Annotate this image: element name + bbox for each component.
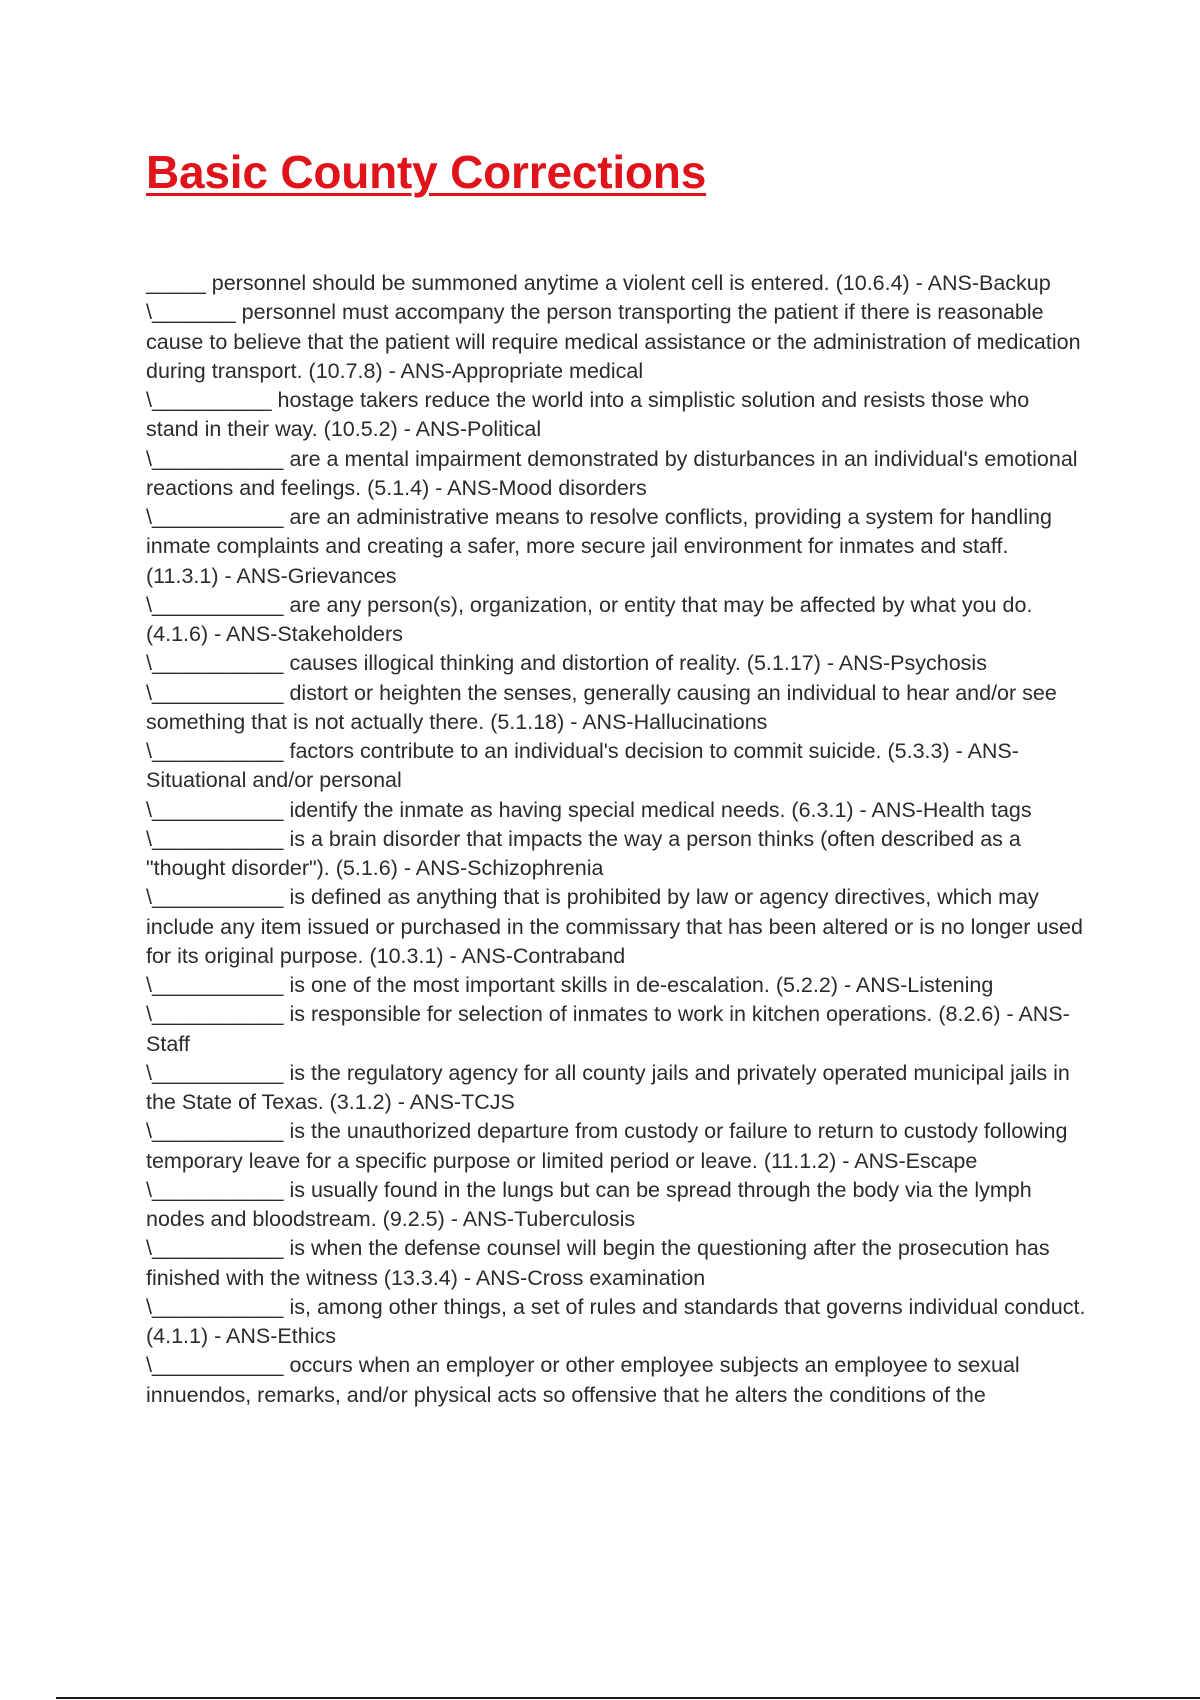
qa-entry: \___________ distort or heighten the senses, generally causing an individual to hear and/or see something that is not actually there. (5.1.18) - ANS-Hallucinations bbox=[146, 680, 1057, 734]
qa-entry: \___________ is the unauthorized departure from custody or failure to return to custody following temporary leave for a specific purpose or limited period or leave. (11.1.2) - ANS-Escape bbox=[146, 1119, 1068, 1173]
qa-entry: \___________ is, among other things, a set of rules and standards that governs individual conduct. (4.1.1) - ANS-Ethics bbox=[146, 1294, 1086, 1348]
qa-entry: \___________ factors contribute to an individual's decision to commit suicide. (5.3.3) - ANS-Situational and/or personal bbox=[146, 739, 1019, 793]
qa-entry: \___________ is usually found in the lungs but can be spread through the body via the lymph nodes and bloodstream. (9.2.5) - ANS-Tuberculosis bbox=[146, 1177, 1032, 1231]
qa-entry: \___________ are an administrative means to resolve conflicts, providing a system for handling inmate complaints and creating a safer, more secure jail environment for inmates and staff. (11.3.1) - ANS-Grievances bbox=[146, 505, 1052, 588]
qa-entry: \___________ are any person(s), organization, or entity that may be affected by what you do. (4.1.6) - ANS-Stakeholders bbox=[146, 592, 1033, 646]
qa-entry: \__________ hostage takers reduce the world into a simplistic solution and resists those who stand in their way. (10.5.2) - ANS-Political bbox=[146, 388, 1030, 442]
qa-entry: \___________ causes illogical thinking and distortion of reality. (5.1.17) - ANS-Psychosis bbox=[146, 651, 987, 676]
qa-entry: \___________ identify the inmate as having special medical needs. (6.3.1) - ANS-Health tags bbox=[146, 797, 1032, 822]
page-bottom-divider bbox=[56, 1697, 1200, 1699]
qa-entry: \___________ is one of the most important skills in de-escalation. (5.2.2) - ANS-Listening bbox=[146, 973, 994, 997]
qa-entry: \___________ is the regulatory agency for all county jails and privately operated municipal jails in the State of Texas. (3.1.2) - ANS-TCJS bbox=[146, 1060, 1070, 1114]
document-title: Basic County Corrections bbox=[146, 146, 707, 198]
qa-list bbox=[146, 269, 1086, 1410]
qa-entry: \___________ are a mental impairment demonstrated by disturbances in an individual's emotional reactions and feelings. (5.1.4) - ANS-Mood disorders bbox=[146, 446, 1078, 500]
qa-entry: \___________ is responsible for selection of inmates to work in kitchen operations. (8.2.6) - ANS-Staff bbox=[146, 1002, 1070, 1056]
qa-entry: \_______ personnel must accompany the person transporting the patient if there is reasonable cause to believe that the patient will require medical assistance or the administration of medication during transport. (10.7.8) - ANS-Appropriate medical bbox=[146, 300, 1081, 383]
qa-entry: \___________ is when the defense counsel will begin the questioning after the prosecution has finished with the witness (13.3.4) - ANS-Cross examination bbox=[146, 1236, 1050, 1290]
qa-entry: \___________ occurs when an employer or other employee subjects an employee to sexual innuendos, remarks, and/or physical acts so offensive that he alters the conditions of the bbox=[146, 1353, 1020, 1407]
qa-entry: _____ personnel should be summoned anytime a violent cell is entered. (10.6.4) - ANS-Backup bbox=[146, 271, 1051, 295]
qa-entry: \___________ is defined as anything that is prohibited by law or agency directives, which may include any item issued or purchased in the commissary that has been altered or is no longer used for its original purpose. (10.3.1) - ANS-Contraband bbox=[146, 885, 1083, 968]
qa-entry: \___________ is a brain disorder that impacts the way a person thinks (often described as a "thought disorder"). (5.1.6) - ANS-Schizophrenia bbox=[146, 826, 1021, 880]
